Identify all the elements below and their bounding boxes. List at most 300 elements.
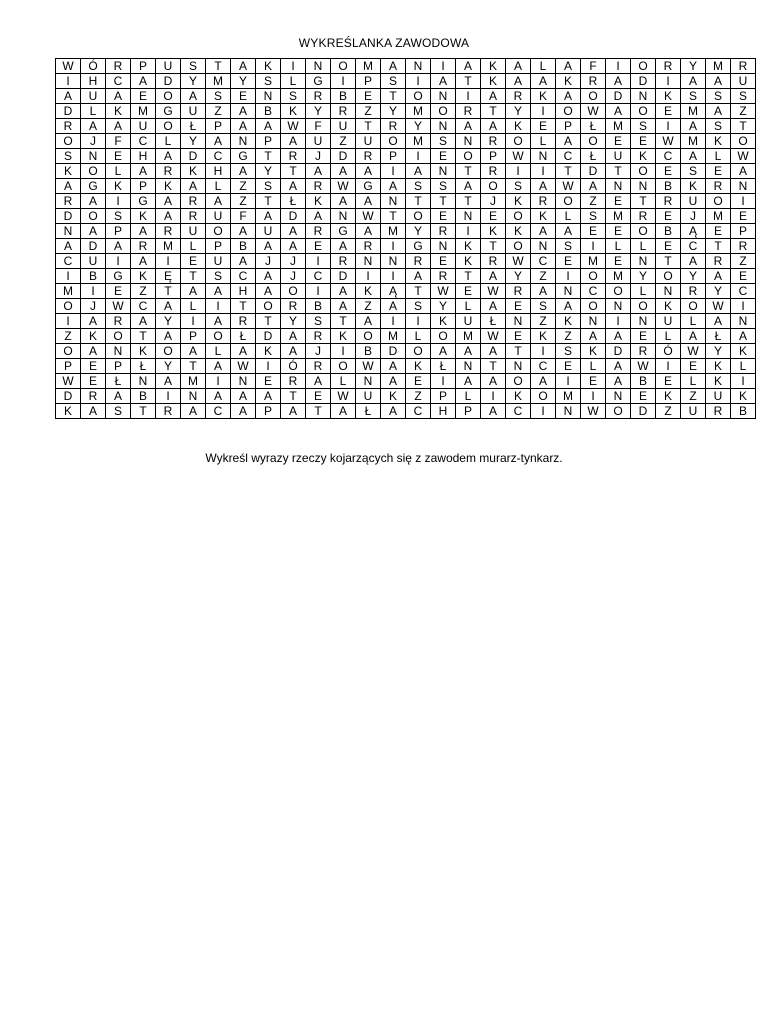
- grid-cell[interactable]: R: [306, 329, 331, 344]
- grid-cell[interactable]: U: [306, 134, 331, 149]
- grid-cell[interactable]: N: [456, 209, 481, 224]
- grid-cell[interactable]: K: [56, 404, 81, 419]
- grid-cell[interactable]: T: [306, 404, 331, 419]
- grid-cell[interactable]: U: [131, 119, 156, 134]
- grid-cell[interactable]: A: [606, 329, 631, 344]
- grid-cell[interactable]: I: [106, 194, 131, 209]
- grid-cell[interactable]: P: [56, 359, 81, 374]
- grid-cell[interactable]: O: [631, 164, 656, 179]
- grid-cell[interactable]: I: [206, 299, 231, 314]
- grid-cell[interactable]: O: [581, 269, 606, 284]
- grid-cell[interactable]: T: [131, 404, 156, 419]
- grid-cell[interactable]: Y: [706, 344, 731, 359]
- grid-cell[interactable]: K: [481, 59, 506, 74]
- grid-cell[interactable]: E: [706, 164, 731, 179]
- grid-cell[interactable]: L: [456, 389, 481, 404]
- grid-cell[interactable]: A: [206, 284, 231, 299]
- grid-cell[interactable]: K: [556, 74, 581, 89]
- grid-cell[interactable]: R: [56, 119, 81, 134]
- grid-cell[interactable]: L: [631, 284, 656, 299]
- grid-cell[interactable]: S: [581, 209, 606, 224]
- grid-cell[interactable]: C: [581, 284, 606, 299]
- grid-cell[interactable]: Ł: [281, 194, 306, 209]
- grid-cell[interactable]: W: [281, 119, 306, 134]
- grid-cell[interactable]: W: [506, 254, 531, 269]
- grid-cell[interactable]: A: [56, 179, 81, 194]
- grid-cell[interactable]: Ł: [231, 329, 256, 344]
- grid-cell[interactable]: I: [431, 374, 456, 389]
- grid-cell[interactable]: U: [656, 314, 681, 329]
- grid-cell[interactable]: A: [131, 314, 156, 329]
- grid-cell[interactable]: J: [81, 134, 106, 149]
- grid-cell[interactable]: O: [406, 89, 431, 104]
- grid-cell[interactable]: A: [531, 74, 556, 89]
- grid-cell[interactable]: S: [56, 149, 81, 164]
- grid-cell[interactable]: E: [431, 209, 456, 224]
- grid-cell[interactable]: E: [481, 209, 506, 224]
- grid-cell[interactable]: I: [581, 389, 606, 404]
- grid-cell[interactable]: T: [181, 359, 206, 374]
- grid-cell[interactable]: O: [331, 59, 356, 74]
- grid-cell[interactable]: S: [556, 344, 581, 359]
- grid-cell[interactable]: I: [531, 404, 556, 419]
- grid-cell[interactable]: A: [281, 404, 306, 419]
- grid-cell[interactable]: P: [356, 74, 381, 89]
- grid-cell[interactable]: S: [406, 299, 431, 314]
- grid-cell[interactable]: R: [706, 179, 731, 194]
- grid-cell[interactable]: R: [631, 344, 656, 359]
- grid-cell[interactable]: N: [81, 149, 106, 164]
- grid-cell[interactable]: I: [106, 254, 131, 269]
- grid-cell[interactable]: W: [481, 284, 506, 299]
- grid-cell[interactable]: A: [456, 344, 481, 359]
- grid-cell[interactable]: A: [606, 359, 631, 374]
- grid-cell[interactable]: W: [581, 104, 606, 119]
- grid-cell[interactable]: R: [406, 254, 431, 269]
- grid-cell[interactable]: K: [331, 329, 356, 344]
- grid-cell[interactable]: A: [681, 74, 706, 89]
- grid-cell[interactable]: R: [581, 74, 606, 89]
- grid-cell[interactable]: A: [556, 134, 581, 149]
- grid-cell[interactable]: I: [56, 269, 81, 284]
- grid-cell[interactable]: M: [56, 284, 81, 299]
- grid-cell[interactable]: T: [181, 269, 206, 284]
- grid-cell[interactable]: M: [706, 209, 731, 224]
- grid-cell[interactable]: A: [231, 104, 256, 119]
- grid-cell[interactable]: A: [406, 269, 431, 284]
- grid-cell[interactable]: B: [631, 374, 656, 389]
- grid-cell[interactable]: R: [531, 194, 556, 209]
- grid-cell[interactable]: Z: [231, 179, 256, 194]
- grid-cell[interactable]: A: [531, 179, 556, 194]
- grid-cell[interactable]: K: [431, 314, 456, 329]
- grid-cell[interactable]: A: [281, 329, 306, 344]
- grid-cell[interactable]: E: [606, 134, 631, 149]
- grid-cell[interactable]: U: [681, 194, 706, 209]
- grid-cell[interactable]: N: [506, 314, 531, 329]
- grid-cell[interactable]: E: [506, 329, 531, 344]
- grid-cell[interactable]: M: [606, 119, 631, 134]
- grid-cell[interactable]: K: [506, 389, 531, 404]
- grid-cell[interactable]: I: [381, 314, 406, 329]
- grid-cell[interactable]: E: [556, 359, 581, 374]
- grid-cell[interactable]: B: [306, 299, 331, 314]
- grid-cell[interactable]: A: [281, 134, 306, 149]
- grid-cell[interactable]: I: [156, 389, 181, 404]
- grid-cell[interactable]: E: [131, 89, 156, 104]
- grid-cell[interactable]: J: [306, 149, 331, 164]
- grid-cell[interactable]: U: [181, 224, 206, 239]
- grid-cell[interactable]: A: [606, 74, 631, 89]
- grid-cell[interactable]: B: [656, 224, 681, 239]
- grid-cell[interactable]: C: [681, 239, 706, 254]
- grid-cell[interactable]: Y: [256, 164, 281, 179]
- grid-cell[interactable]: W: [431, 284, 456, 299]
- grid-cell[interactable]: P: [181, 329, 206, 344]
- grid-cell[interactable]: A: [306, 209, 331, 224]
- grid-cell[interactable]: O: [381, 134, 406, 149]
- grid-cell[interactable]: A: [331, 164, 356, 179]
- grid-cell[interactable]: Y: [181, 134, 206, 149]
- grid-cell[interactable]: E: [631, 134, 656, 149]
- grid-cell[interactable]: U: [256, 224, 281, 239]
- grid-cell[interactable]: W: [56, 374, 81, 389]
- grid-cell[interactable]: R: [306, 89, 331, 104]
- grid-cell[interactable]: O: [581, 134, 606, 149]
- grid-cell[interactable]: O: [706, 194, 731, 209]
- grid-cell[interactable]: A: [256, 239, 281, 254]
- grid-cell[interactable]: F: [581, 59, 606, 74]
- grid-cell[interactable]: K: [631, 149, 656, 164]
- grid-cell[interactable]: M: [381, 329, 406, 344]
- grid-cell[interactable]: U: [81, 89, 106, 104]
- grid-cell[interactable]: M: [131, 104, 156, 119]
- grid-cell[interactable]: A: [131, 74, 156, 89]
- grid-cell[interactable]: N: [531, 149, 556, 164]
- grid-cell[interactable]: A: [706, 104, 731, 119]
- grid-cell[interactable]: Y: [306, 104, 331, 119]
- grid-cell[interactable]: R: [281, 149, 306, 164]
- grid-cell[interactable]: Ę: [156, 269, 181, 284]
- grid-cell[interactable]: E: [81, 374, 106, 389]
- grid-cell[interactable]: K: [531, 209, 556, 224]
- grid-cell[interactable]: I: [56, 74, 81, 89]
- grid-cell[interactable]: A: [231, 224, 256, 239]
- grid-cell[interactable]: N: [606, 299, 631, 314]
- grid-cell[interactable]: P: [206, 239, 231, 254]
- grid-cell[interactable]: O: [156, 89, 181, 104]
- grid-cell[interactable]: A: [256, 269, 281, 284]
- grid-cell[interactable]: E: [506, 299, 531, 314]
- grid-cell[interactable]: S: [556, 239, 581, 254]
- grid-cell[interactable]: K: [256, 344, 281, 359]
- grid-cell[interactable]: A: [356, 314, 381, 329]
- grid-cell[interactable]: E: [681, 359, 706, 374]
- grid-cell[interactable]: R: [656, 59, 681, 74]
- grid-cell[interactable]: F: [106, 134, 131, 149]
- grid-cell[interactable]: G: [306, 74, 331, 89]
- grid-cell[interactable]: N: [256, 89, 281, 104]
- grid-cell[interactable]: K: [506, 224, 531, 239]
- grid-cell[interactable]: I: [406, 149, 431, 164]
- grid-cell[interactable]: A: [106, 119, 131, 134]
- grid-cell[interactable]: T: [256, 149, 281, 164]
- grid-cell[interactable]: L: [81, 104, 106, 119]
- grid-cell[interactable]: L: [731, 359, 756, 374]
- grid-cell[interactable]: E: [106, 284, 131, 299]
- grid-cell[interactable]: T: [556, 164, 581, 179]
- grid-cell[interactable]: A: [556, 59, 581, 74]
- grid-cell[interactable]: W: [231, 359, 256, 374]
- grid-cell[interactable]: A: [456, 374, 481, 389]
- grid-cell[interactable]: U: [606, 149, 631, 164]
- grid-cell[interactable]: R: [481, 254, 506, 269]
- grid-cell[interactable]: I: [531, 164, 556, 179]
- grid-cell[interactable]: A: [181, 344, 206, 359]
- grid-cell[interactable]: K: [56, 164, 81, 179]
- grid-cell[interactable]: T: [356, 119, 381, 134]
- grid-cell[interactable]: A: [556, 299, 581, 314]
- grid-cell[interactable]: Z: [406, 389, 431, 404]
- grid-cell[interactable]: Ł: [131, 359, 156, 374]
- grid-cell[interactable]: D: [631, 74, 656, 89]
- grid-cell[interactable]: E: [731, 269, 756, 284]
- grid-cell[interactable]: B: [331, 89, 356, 104]
- grid-cell[interactable]: A: [306, 164, 331, 179]
- grid-cell[interactable]: K: [506, 119, 531, 134]
- grid-cell[interactable]: I: [656, 359, 681, 374]
- grid-cell[interactable]: O: [206, 329, 231, 344]
- grid-cell[interactable]: I: [456, 89, 481, 104]
- grid-cell[interactable]: Ł: [581, 119, 606, 134]
- grid-cell[interactable]: Y: [406, 119, 431, 134]
- grid-cell[interactable]: O: [331, 359, 356, 374]
- grid-cell[interactable]: I: [306, 254, 331, 269]
- grid-cell[interactable]: C: [231, 269, 256, 284]
- grid-cell[interactable]: K: [406, 359, 431, 374]
- grid-cell[interactable]: O: [406, 209, 431, 224]
- grid-cell[interactable]: I: [481, 389, 506, 404]
- grid-cell[interactable]: Ł: [581, 149, 606, 164]
- grid-cell[interactable]: Z: [681, 389, 706, 404]
- grid-cell[interactable]: E: [631, 329, 656, 344]
- grid-cell[interactable]: E: [456, 284, 481, 299]
- grid-cell[interactable]: O: [506, 209, 531, 224]
- grid-cell[interactable]: E: [656, 374, 681, 389]
- grid-cell[interactable]: Ą: [381, 284, 406, 299]
- grid-cell[interactable]: A: [331, 299, 356, 314]
- grid-cell[interactable]: T: [731, 119, 756, 134]
- grid-cell[interactable]: U: [681, 404, 706, 419]
- grid-cell[interactable]: R: [306, 359, 331, 374]
- grid-cell[interactable]: H: [206, 164, 231, 179]
- grid-cell[interactable]: C: [556, 149, 581, 164]
- grid-cell[interactable]: A: [531, 284, 556, 299]
- grid-cell[interactable]: P: [556, 119, 581, 134]
- grid-cell[interactable]: I: [656, 119, 681, 134]
- grid-cell[interactable]: Z: [131, 284, 156, 299]
- grid-cell[interactable]: R: [431, 269, 456, 284]
- grid-cell[interactable]: L: [406, 329, 431, 344]
- grid-cell[interactable]: A: [231, 119, 256, 134]
- grid-cell[interactable]: O: [531, 389, 556, 404]
- grid-cell[interactable]: A: [556, 89, 581, 104]
- grid-cell[interactable]: O: [81, 209, 106, 224]
- grid-cell[interactable]: O: [56, 134, 81, 149]
- grid-cell[interactable]: W: [331, 179, 356, 194]
- grid-cell[interactable]: K: [531, 329, 556, 344]
- grid-cell[interactable]: P: [431, 389, 456, 404]
- grid-cell[interactable]: E: [406, 374, 431, 389]
- grid-cell[interactable]: K: [181, 164, 206, 179]
- grid-cell[interactable]: W: [481, 329, 506, 344]
- grid-cell[interactable]: W: [506, 149, 531, 164]
- grid-cell[interactable]: T: [506, 344, 531, 359]
- grid-cell[interactable]: R: [81, 389, 106, 404]
- grid-cell[interactable]: L: [581, 359, 606, 374]
- grid-cell[interactable]: L: [181, 239, 206, 254]
- grid-cell[interactable]: A: [281, 224, 306, 239]
- grid-cell[interactable]: W: [631, 359, 656, 374]
- grid-cell[interactable]: O: [506, 134, 531, 149]
- grid-cell[interactable]: O: [631, 299, 656, 314]
- grid-cell[interactable]: R: [356, 239, 381, 254]
- grid-cell[interactable]: A: [306, 374, 331, 389]
- grid-cell[interactable]: T: [456, 74, 481, 89]
- grid-cell[interactable]: T: [281, 389, 306, 404]
- grid-cell[interactable]: N: [631, 179, 656, 194]
- grid-cell[interactable]: A: [581, 179, 606, 194]
- grid-cell[interactable]: C: [131, 134, 156, 149]
- grid-cell[interactable]: I: [656, 74, 681, 89]
- grid-cell[interactable]: A: [281, 179, 306, 194]
- grid-cell[interactable]: R: [706, 404, 731, 419]
- grid-cell[interactable]: E: [231, 89, 256, 104]
- grid-cell[interactable]: N: [431, 164, 456, 179]
- grid-cell[interactable]: A: [131, 164, 156, 179]
- grid-cell[interactable]: W: [581, 404, 606, 419]
- grid-cell[interactable]: D: [381, 344, 406, 359]
- grid-cell[interactable]: P: [381, 149, 406, 164]
- grid-cell[interactable]: L: [456, 299, 481, 314]
- grid-cell[interactable]: B: [231, 239, 256, 254]
- grid-cell[interactable]: S: [431, 134, 456, 149]
- grid-cell[interactable]: E: [706, 224, 731, 239]
- grid-cell[interactable]: D: [56, 104, 81, 119]
- grid-cell[interactable]: D: [81, 239, 106, 254]
- grid-cell[interactable]: M: [406, 134, 431, 149]
- grid-cell[interactable]: R: [731, 59, 756, 74]
- grid-cell[interactable]: R: [331, 104, 356, 119]
- grid-cell[interactable]: S: [406, 179, 431, 194]
- grid-cell[interactable]: I: [606, 59, 631, 74]
- grid-cell[interactable]: O: [356, 329, 381, 344]
- grid-cell[interactable]: D: [581, 164, 606, 179]
- grid-cell[interactable]: R: [456, 104, 481, 119]
- grid-cell[interactable]: N: [381, 194, 406, 209]
- grid-cell[interactable]: M: [681, 104, 706, 119]
- grid-cell[interactable]: O: [581, 89, 606, 104]
- grid-cell[interactable]: A: [406, 164, 431, 179]
- grid-cell[interactable]: I: [381, 239, 406, 254]
- grid-cell[interactable]: E: [106, 149, 131, 164]
- grid-cell[interactable]: U: [731, 74, 756, 89]
- grid-cell[interactable]: E: [356, 89, 381, 104]
- grid-cell[interactable]: T: [656, 254, 681, 269]
- grid-cell[interactable]: W: [706, 299, 731, 314]
- grid-cell[interactable]: L: [606, 239, 631, 254]
- grid-cell[interactable]: A: [381, 359, 406, 374]
- grid-cell[interactable]: M: [556, 389, 581, 404]
- grid-cell[interactable]: Y: [431, 299, 456, 314]
- grid-cell[interactable]: R: [281, 374, 306, 389]
- grid-cell[interactable]: A: [381, 374, 406, 389]
- grid-cell[interactable]: B: [81, 269, 106, 284]
- grid-cell[interactable]: Y: [181, 74, 206, 89]
- grid-cell[interactable]: A: [456, 59, 481, 74]
- grid-cell[interactable]: S: [531, 299, 556, 314]
- grid-cell[interactable]: Y: [231, 74, 256, 89]
- grid-cell[interactable]: N: [106, 344, 131, 359]
- grid-cell[interactable]: O: [556, 194, 581, 209]
- grid-cell[interactable]: A: [256, 209, 281, 224]
- grid-cell[interactable]: K: [131, 344, 156, 359]
- grid-cell[interactable]: K: [531, 89, 556, 104]
- grid-cell[interactable]: P: [106, 224, 131, 239]
- grid-cell[interactable]: I: [406, 74, 431, 89]
- grid-cell[interactable]: L: [631, 239, 656, 254]
- grid-cell[interactable]: T: [256, 314, 281, 329]
- grid-cell[interactable]: E: [631, 389, 656, 404]
- grid-cell[interactable]: K: [731, 389, 756, 404]
- grid-cell[interactable]: W: [656, 134, 681, 149]
- grid-cell[interactable]: A: [231, 254, 256, 269]
- grid-cell[interactable]: B: [656, 179, 681, 194]
- grid-cell[interactable]: T: [381, 209, 406, 224]
- grid-cell[interactable]: I: [306, 284, 331, 299]
- grid-cell[interactable]: R: [106, 59, 131, 74]
- grid-cell[interactable]: O: [731, 134, 756, 149]
- grid-cell[interactable]: C: [306, 269, 331, 284]
- grid-cell[interactable]: O: [506, 374, 531, 389]
- grid-cell[interactable]: N: [631, 89, 656, 104]
- grid-cell[interactable]: D: [56, 389, 81, 404]
- grid-cell[interactable]: G: [131, 194, 156, 209]
- grid-cell[interactable]: A: [356, 224, 381, 239]
- grid-cell[interactable]: S: [731, 89, 756, 104]
- grid-cell[interactable]: W: [106, 299, 131, 314]
- grid-cell[interactable]: A: [231, 59, 256, 74]
- grid-cell[interactable]: O: [406, 344, 431, 359]
- grid-cell[interactable]: J: [81, 299, 106, 314]
- grid-cell[interactable]: A: [56, 89, 81, 104]
- grid-cell[interactable]: K: [156, 179, 181, 194]
- grid-cell[interactable]: A: [331, 194, 356, 209]
- grid-cell[interactable]: T: [281, 164, 306, 179]
- grid-cell[interactable]: N: [306, 59, 331, 74]
- grid-cell[interactable]: K: [131, 269, 156, 284]
- grid-cell[interactable]: C: [206, 404, 231, 419]
- grid-cell[interactable]: E: [256, 374, 281, 389]
- grid-cell[interactable]: R: [506, 284, 531, 299]
- grid-cell[interactable]: R: [381, 119, 406, 134]
- grid-cell[interactable]: M: [156, 239, 181, 254]
- grid-cell[interactable]: Ó: [281, 359, 306, 374]
- grid-cell[interactable]: A: [581, 329, 606, 344]
- grid-cell[interactable]: I: [506, 164, 531, 179]
- grid-cell[interactable]: I: [331, 344, 356, 359]
- grid-cell[interactable]: W: [731, 149, 756, 164]
